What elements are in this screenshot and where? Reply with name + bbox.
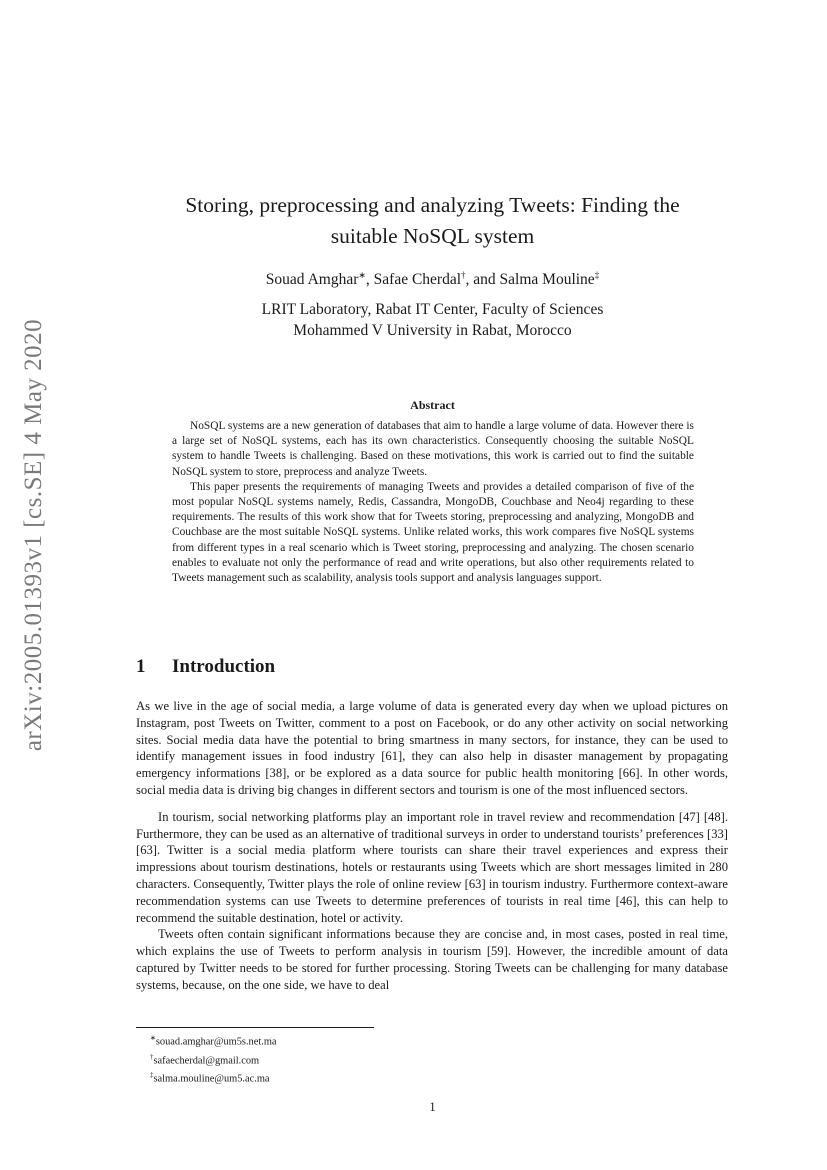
author-footnote-mark[interactable]: † [461, 270, 466, 280]
abstract-paragraph: NoSQL systems are a new generation of databases that aim to handle a large volume of data. However there is a large set of NoSQL systems, each has its own characteristics. Consequently choosing the suitable NoSQL system to handle Tweets is challenging. Based on these motivations, this work is carried out to find the suitable NoSQL system to store, preprocess and analyze Tweets. [172, 420, 694, 478]
footnote-email[interactable]: safaecherdal@gmail.com [153, 1055, 260, 1067]
footnote [150, 1031, 277, 1050]
section-number: 1 [136, 656, 146, 677]
author-name: Souad Amghar [265, 271, 359, 289]
affiliation-line-2: Mohammed V University in Rabat, Morocco [293, 322, 572, 339]
body-paragraph: In tourism, social networking platforms play an important role in travel review and recommendation [47] [48]. Furthermore, they can be used as an alternative of traditional surveys in order to understand tourists’ preferences [33] [63]. Twitter is a social media platform where tourists can share their travel experiences and express their impressions about tourism destinations, hotels or restaurants using Tweets which are short messages limited in 280 characters. Consequently, Twitter plays the role of online review [63] in tourism industry. Furthermore context-aware recommendation systems can use Tweets to determine preferences of tourists in real time [46], this can help to recommend the suitable destination, hotel or activity. [136, 809, 728, 925]
author-list [120, 265, 745, 290]
footnote-mark: ‡ [150, 1071, 154, 1080]
abstract-heading: Abstract [410, 398, 455, 412]
author-separator: , [365, 271, 374, 289]
paper-title [120, 190, 745, 252]
body-paragraph: As we live in the age of social media, a large volume of data is generated every day when we upload pictures on Instagram, post Tweets on Twitter, comment to a post on Facebook, or do any other activity on social networking sites. Social media data have the potential to bring smartness in many sectors, for instance, they can be used to identify management issues in food industry [61], they can also help in disaster management by propagating emergency informations [38], or be explored as a data source for public health monitoring [66]. In other words, social media data is driving big changes in different sectors and tourism is one of the most influenced sectors. [136, 699, 728, 797]
paper-title-line-2: suitable NoSQL system [330, 224, 535, 248]
affiliation [120, 299, 745, 341]
author-footnote-mark[interactable]: ∗ [358, 270, 366, 280]
footnote [150, 1050, 277, 1069]
page-number: 1 [429, 1100, 436, 1114]
body-paragraph: Tweets often contain significant informations because they are concise and, in most cases, posted in real time, which explains the use of Tweets to perform analysis in tourism [59]. However, the incredible amount of data captured by Twitter needs to be stored for further processing. Storing Tweets can be challenging for many database systems, because, on the one side, we have to deal [136, 927, 728, 992]
footnote [150, 1068, 277, 1087]
abstract-body [172, 419, 694, 586]
introduction-body [136, 698, 728, 994]
footnote-email[interactable]: salma.mouline@um5.ac.ma [153, 1073, 270, 1085]
footnotes [150, 1031, 277, 1087]
author-name: Salma Mouline [499, 271, 595, 289]
paper-title-line-1: Storing, preprocessing and analyzing Tweets: Finding the [185, 193, 680, 217]
footnote-mark: † [150, 1052, 154, 1061]
footnote-email[interactable]: souad.amghar@um5s.net.ma [155, 1036, 277, 1048]
affiliation-line-1: LRIT Laboratory, Rabat IT Center, Faculty of Sciences [261, 301, 604, 318]
footnote-mark: ∗ [150, 1034, 156, 1042]
arxiv-identifier-stamp [14, 318, 54, 752]
author-footnote-mark[interactable]: ‡ [594, 270, 600, 280]
section-title: Introduction [172, 656, 276, 677]
arxiv-identifier-text: arXiv:2005.01393v1 [cs.SE] 4 May 2020 [20, 318, 47, 752]
section-heading-introduction [136, 656, 275, 678]
author-separator: , and [465, 271, 500, 289]
abstract-paragraph: This paper presents the requirements of managing Tweets and provides a detailed comparison of five of the most popular NoSQL systems namely, Redis, Cassandra, MongoDB, Couchbase and Neo4j regarding to these requirements. The results of this work show that for Tweets storing, preprocessing and analyzing, MongoDB and Couchbase are the most suitable NoSQL systems. Unlike related works, this work compares five NoSQL systems from different types in a real scenario which is Tweet storing, preprocessing and analyzing. The chosen scenario enables to evaluate not only the performance of read and write operations, but also other requirements related to Tweets management such as scalability, analysis tools support and analysis languages support. [172, 480, 694, 585]
author-name: Safae Cherdal [373, 271, 462, 289]
footnote-rule [136, 1027, 374, 1028]
